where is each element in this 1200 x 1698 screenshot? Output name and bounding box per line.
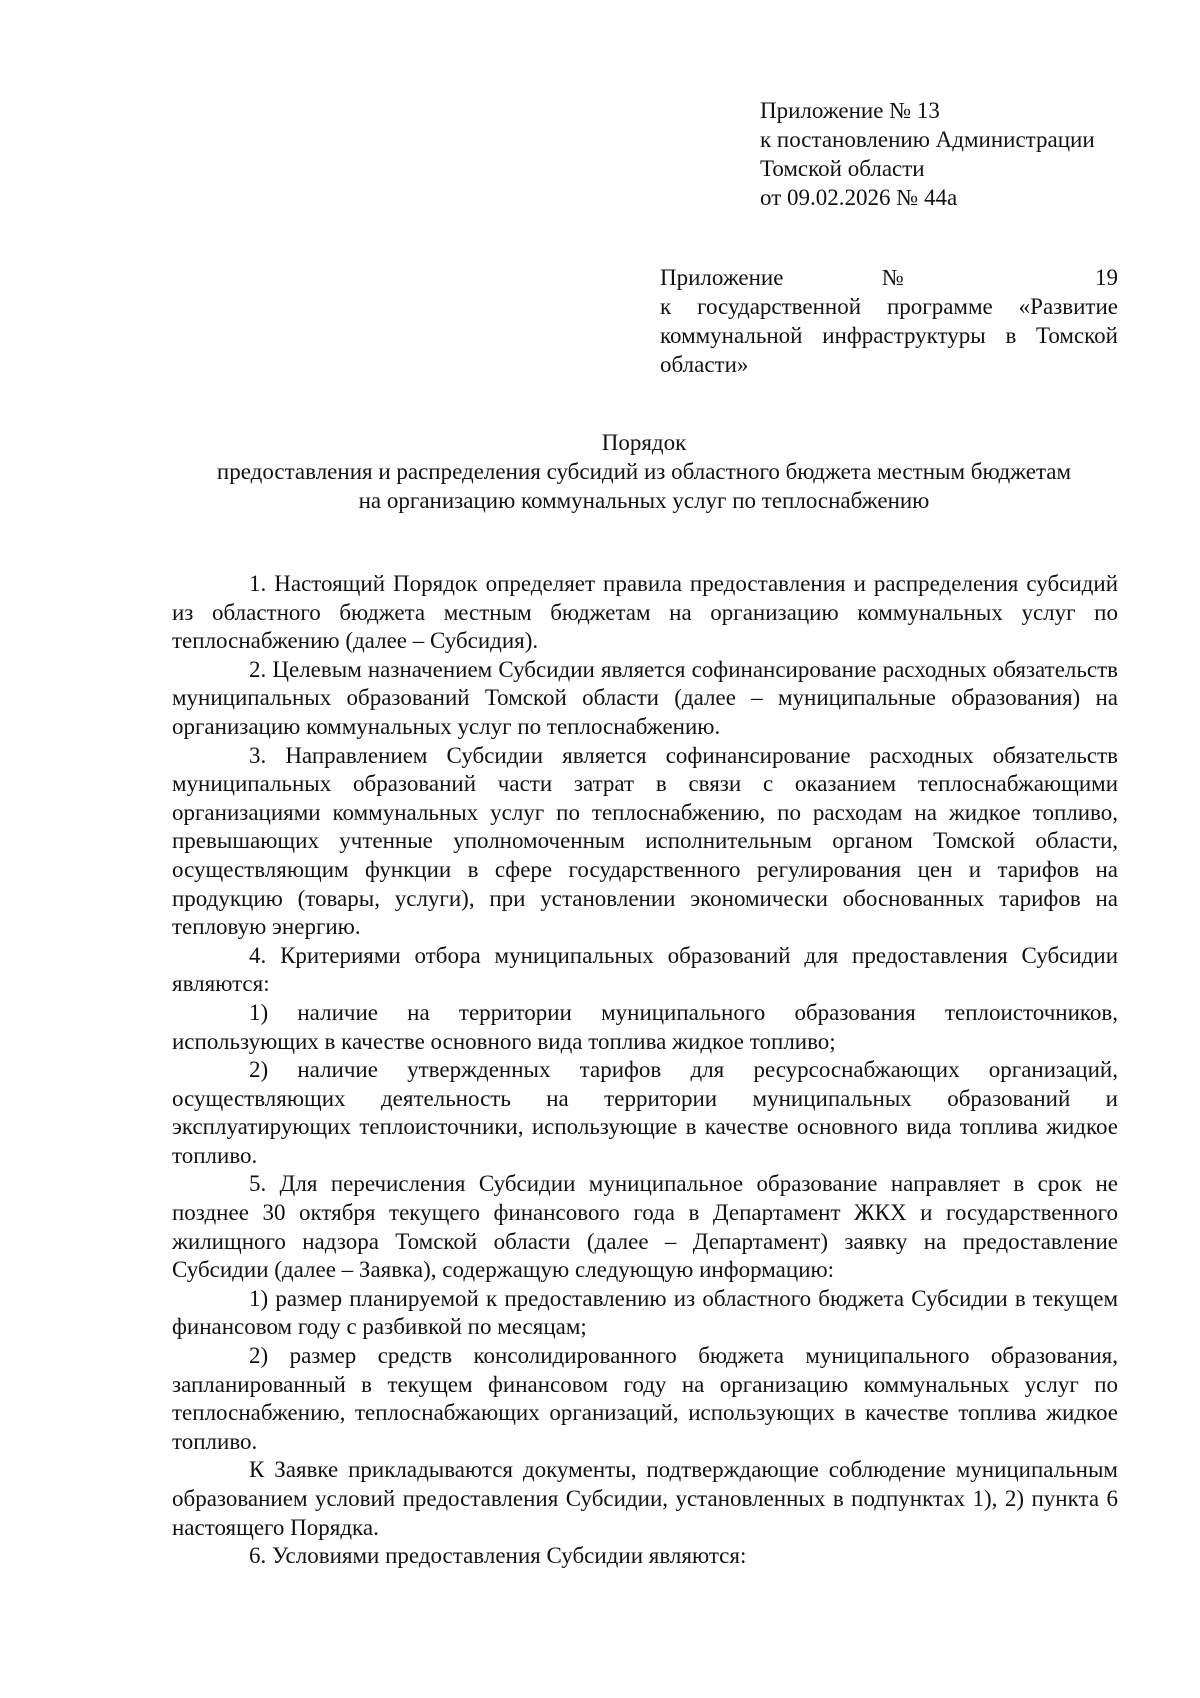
document-title bbox=[170, 428, 1118, 515]
paragraph-6: 6. Условиями предоставления Субсидии являются: bbox=[249, 1543, 747, 1569]
paragraph-4-item-1: 1) наличие на территории муниципального образования теплоисточников, использующих в качестве основного вида топлива жидкое топливо; bbox=[172, 999, 1118, 1054]
annex-resolution-block bbox=[760, 96, 1160, 212]
paragraph-1: 1. Настоящий Порядок определяет правила предоставления и распределения субсидий из областного бюджета местным бюджетам на организацию коммунальных услуг по теплоснабжению (далее – Субсидия). bbox=[172, 571, 1118, 654]
paragraph-5: 5. Для перечисления Субсидии муниципальное образование направляет в срок не позднее 30 октября текущего финансового года в Департамент ЖКХ и государственного жилищного надзора Томской области (далее – Департамент) заявку на предоставление Субсидии (далее – Заявка), содержащую следующую информацию: bbox=[172, 1171, 1118, 1283]
annex-program-title-3: области» bbox=[660, 352, 749, 377]
annex-program-title-1: к государственной программе «Развитие bbox=[660, 294, 1118, 319]
paragraph-5-item-2: 2) размер средств консолидированного бюджета муниципального образования, запланированный в текущем финансовом году на организацию коммунальных услуг по теплоснабжению, теплоснабжающих организаций, использующих в качестве топлива жидкое топливо. bbox=[172, 1343, 1118, 1454]
title-subtitle-1: предоставления и распределения субсидий из областного бюджета местным бюджетам bbox=[216, 459, 1072, 484]
annex-resolution-number: Приложение № 13 bbox=[760, 98, 940, 123]
annex-program-number: Приложение № 19 bbox=[660, 265, 1118, 290]
paragraph-3: 3. Направлением Субсидии является софинансирование расходных обязательств муниципальных образований части затрат в связи с оказанием теплоснабжающими организациями коммунальных услуг по теплоснабжению, по расходам на жидкое топливо, превышающих учтенные уполномоченным исполнительным органом Томской области, осуществляющим функции в сфере государственного регулирования цен и тарифов на продукцию (товары, услуги), при установлении экономически обоснованных тарифов на тепловую энергию. bbox=[172, 742, 1118, 940]
paragraph-4: 4. Критериями отбора муниципальных образований для предоставления Субсидии являются: bbox=[172, 942, 1118, 997]
annex-resolution-issuer: к постановлению Администрации bbox=[760, 127, 1095, 152]
annex-program-title-2: коммунальной инфраструктуры в Томской bbox=[660, 323, 1118, 348]
document-body bbox=[172, 570, 1118, 1571]
annex-program-block bbox=[660, 263, 1118, 379]
annex-resolution-region: Томской области bbox=[760, 156, 925, 181]
paragraph-4-item-2: 2) наличие утвержденных тарифов для ресурсоснабжающих организаций, осуществляющих деятельность на территории муниципальных образований и эксплуатирующих теплоисточники, использующие в качестве основного вида топлива жидкое топливо. bbox=[172, 1057, 1118, 1168]
title-subtitle-2: на организацию коммунальных услуг по теплоснабжению bbox=[358, 488, 930, 513]
annex-resolution-date: от 09.02.2026 № 44а bbox=[760, 185, 958, 210]
paragraph-2: 2. Целевым назначением Субсидии является софинансирование расходных обязательств муниципальных образований Томской области (далее – муниципальные образования) на организацию коммунальных услуг по теплоснабжению. bbox=[172, 656, 1118, 739]
title-heading: Порядок bbox=[601, 430, 687, 455]
paragraph-5-attachments: К Заявке прикладываются документы, подтверждающие соблюдение муниципальным образованием условий предоставления Субсидии, установленных в подпунктах 1), 2) пункта 6 настоящего Порядка. bbox=[172, 1457, 1118, 1540]
paragraph-5-item-1: 1) размер планируемой к предоставлению из областного бюджета Субсидии в текущем финансовом году с разбивкой по месяцам; bbox=[172, 1285, 1118, 1340]
